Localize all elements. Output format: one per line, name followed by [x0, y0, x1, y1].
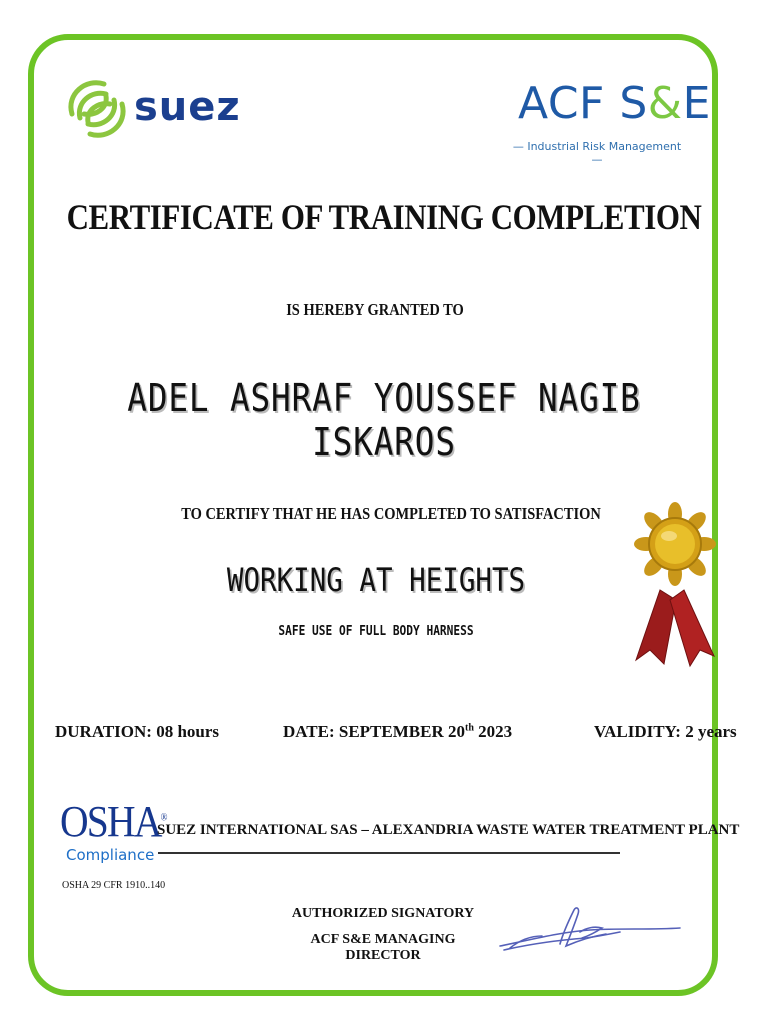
- handwritten-signature: [490, 900, 690, 960]
- acf-logo-amp: &: [647, 78, 683, 129]
- duration-info: [55, 722, 219, 742]
- certify-text: TO CERTIFY THAT HE HAS COMPLETED TO SATISFACTION: [181, 504, 601, 523]
- certificate-title: CERTIFICATE OF TRAINING COMPLETION: [66, 197, 702, 237]
- date-label: DATE: SEPTEMBER 20: [283, 722, 465, 741]
- divider-line: [158, 852, 620, 854]
- company-name: SUEZ INTERNATIONAL SAS – ALEXANDRIA WASTE WATER TREATMENT PLANT: [157, 822, 740, 838]
- date-info: [283, 722, 512, 742]
- validity-info: [594, 722, 737, 742]
- date-suffix: th: [465, 722, 474, 734]
- osha-cfr-reference: OSHA 29 CFR 1910..140: [62, 880, 166, 891]
- suez-logo-text: suez: [134, 84, 241, 130]
- course-title: WORKING AT HEIGHTS: [226, 561, 526, 599]
- suez-swirl-icon: [64, 74, 130, 144]
- acf-logo-e: E: [682, 78, 711, 129]
- signatory-role: ACF S&E MANAGING DIRECTOR: [310, 932, 456, 963]
- award-medal-icon: [630, 500, 720, 670]
- acf-logo: [518, 78, 711, 129]
- osha-logo-text: OSHA: [60, 797, 161, 846]
- validity-label: VALIDITY:: [594, 722, 681, 741]
- osha-registered-mark: ®: [160, 812, 168, 824]
- signatory-title: AUTHORIZED SIGNATORY: [291, 906, 475, 921]
- duration-value: 08 hours: [156, 722, 220, 741]
- osha-compliance-text: Compliance: [66, 846, 155, 864]
- acf-logo-main: ACF S: [518, 78, 648, 129]
- duration-label: DURATION:: [55, 722, 152, 741]
- date-year: 2023: [478, 722, 513, 741]
- validity-value: 2 years: [685, 722, 737, 741]
- course-subtitle: SAFE USE OF FULL BODY HARNESS: [278, 624, 474, 639]
- recipient-name: ADEL ASHRAF YOUSSEF NAGIB ISKAROS: [127, 376, 641, 464]
- acf-logo-subtitle: — Industrial Risk Management —: [512, 140, 682, 166]
- osha-logo: [60, 796, 167, 847]
- granted-text: IS HEREBY GRANTED TO: [286, 300, 464, 319]
